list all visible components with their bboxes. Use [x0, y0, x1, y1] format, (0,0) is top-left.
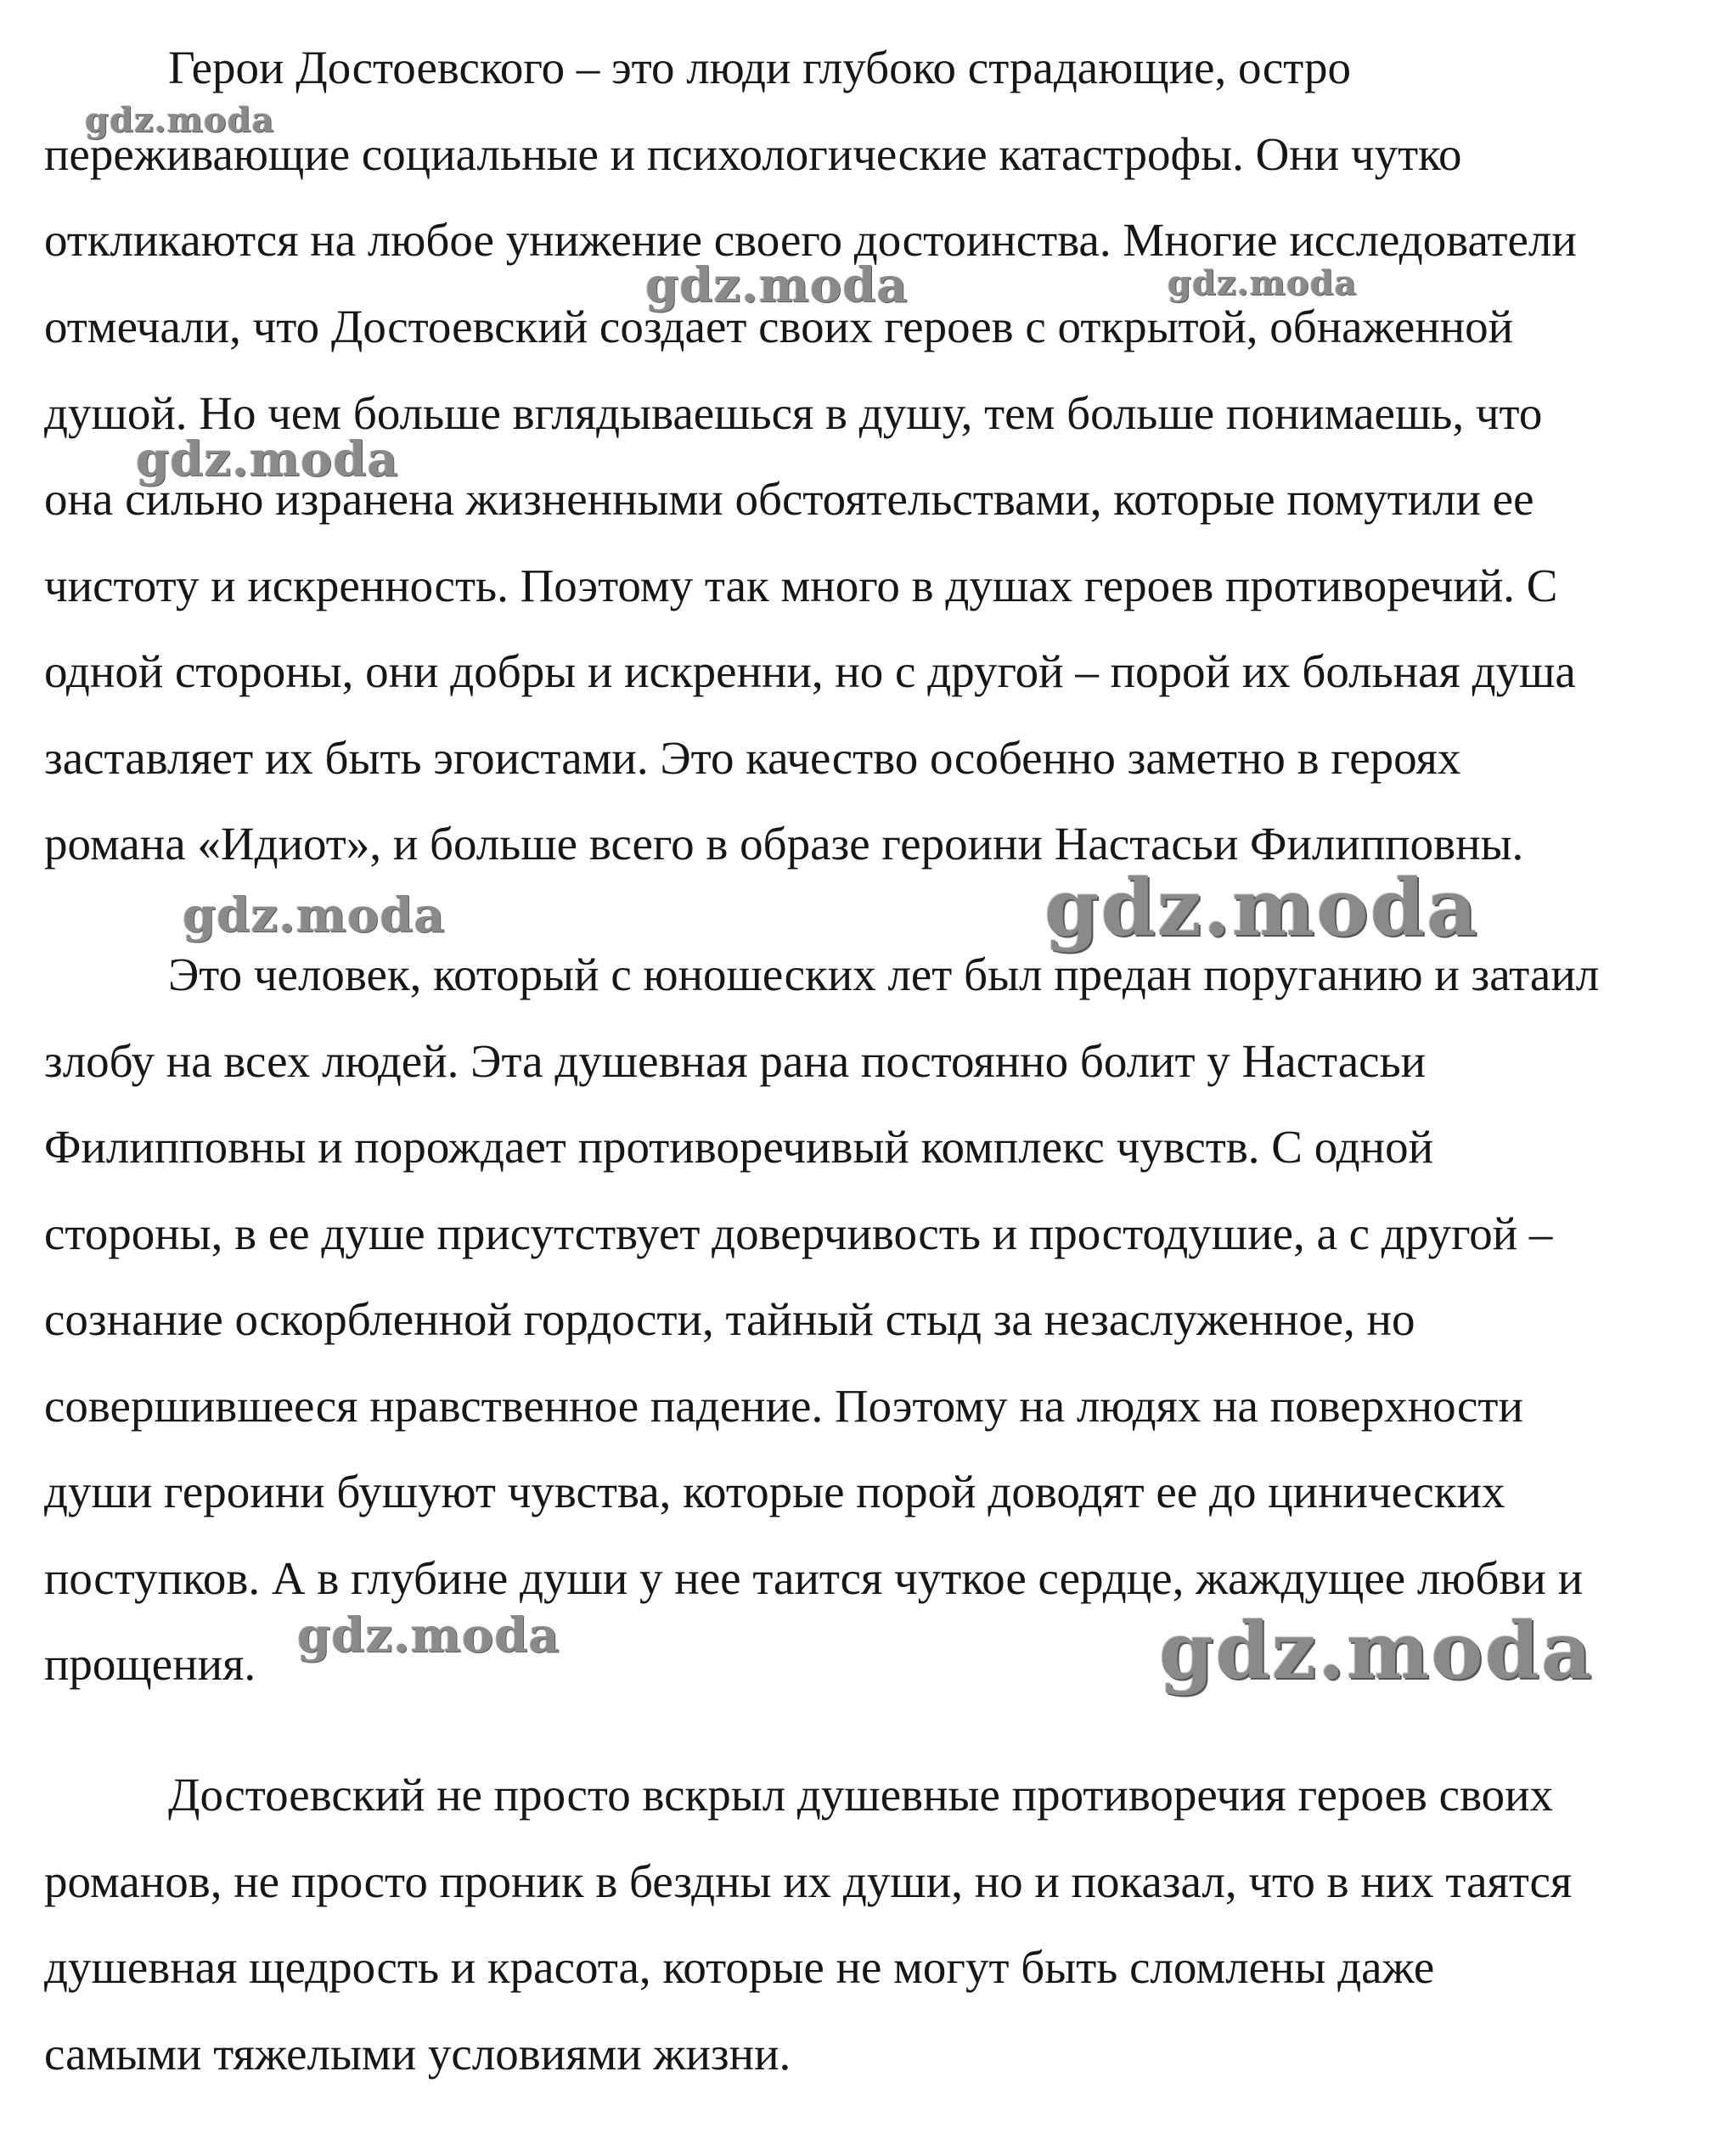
- paragraph-2-line-7: души героини бушуют чувства, которые порой доводят ее до цинических: [44, 1466, 1505, 1517]
- paragraph-3-line-4: самыми тяжелыми условиями жизни.: [44, 2028, 791, 2080]
- paragraph-2-line-2: злобу на всех людей. Эта душевная рана постоянно болит у Настасьи: [44, 1035, 1427, 1087]
- paragraph-1-line-3: откликаются на любое унижение своего достоинства. Многие исследователи: [44, 214, 1577, 266]
- paragraph-1-line-10: романа «Идиот», и больше всего в образе героини Настасьи Филипповны.: [44, 818, 1524, 870]
- paragraph-1-line-5: душой. Но чем больше вглядываешься в душу, тем больше понимаешь, что: [44, 387, 1543, 439]
- paragraph-1-line-7: чистоту и искренность. Поэтому так много в душах героев противоречий. С: [44, 560, 1558, 611]
- watermark-logo: gdz.moda: [645, 257, 909, 313]
- paragraph-2-line-6: совершившееся нравственное падение. Поэтому на людях на поверхности: [44, 1380, 1523, 1432]
- paragraph-2-line-8: поступков. А в глубине души у нее таится чуткое сердце, жаждущее любви и: [44, 1552, 1584, 1604]
- watermark-logo: gdz.moda: [1159, 1605, 1594, 1697]
- paragraph-2-line-9: прощения.: [44, 1638, 256, 1690]
- watermark-logo: gdz.moda: [183, 887, 446, 943]
- paragraph-3-line-3: душевная щедрость и красота, которые не могут быть сломлены даже: [44, 1941, 1435, 1993]
- paragraph-2-line-4: стороны, в ее душе присутствует доверчивость и простодушие, а с другой –: [44, 1207, 1553, 1259]
- paragraph-2-line-3: Филипповны и порождает противоречивый комплекс чувств. С одной: [44, 1121, 1434, 1173]
- paragraph-2-line-1: Это человек, который с юношеских лет был предан поруганию и затаил: [168, 949, 1600, 1000]
- paragraph-1-line-9: заставляет их быть эгоистами. Это качество особенно заметно в героях: [44, 732, 1461, 784]
- paragraph-1-line-6: она сильно изранена жизненными обстоятельствами, которые помутили ее: [44, 473, 1534, 525]
- paragraph-3-line-1: Достоевский не просто вскрыл душевные противоречия героев своих: [168, 1769, 1554, 1821]
- paragraph-1-line-8: одной стороны, они добры и искренни, но с другой – порой их больная душа: [44, 645, 1576, 697]
- watermark-logo: gdz.moda: [1044, 862, 1479, 954]
- watermark-logo: gdz.moda: [297, 1607, 560, 1663]
- paragraph-1-line-4: отмечали, что Достоевский создает своих героев с открытой, обнаженной: [44, 301, 1514, 352]
- watermark-logo: gdz.moda: [1168, 263, 1358, 303]
- watermark-logo: gdz.moda: [136, 431, 399, 487]
- watermark-logo: gdz.moda: [85, 100, 275, 140]
- paragraph-2-line-5: сознание оскорбленной гордости, тайный стыд за незаслуженное, но: [44, 1293, 1415, 1345]
- paragraph-1-line-1: Герои Достоевского – это люди глубоко страдающие, остро: [168, 42, 1351, 93]
- paragraph-3-line-2: романов, не просто проник в бездны их души, но и показал, что в них таятся: [44, 1855, 1573, 1907]
- paragraph-1-line-2: переживающие социальные и психологические катастрофы. Они чутко: [44, 128, 1462, 180]
